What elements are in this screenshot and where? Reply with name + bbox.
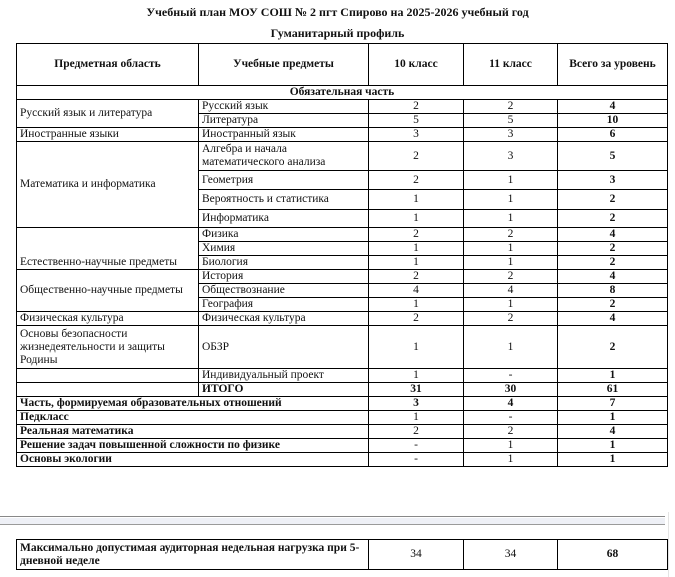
subject-cell: История <box>199 270 369 284</box>
subject-cell: Информатика <box>199 210 369 228</box>
grade-11-cell: 2 <box>464 425 558 439</box>
total-cell: 1 <box>558 411 668 425</box>
grade-11-cell: - <box>464 369 558 383</box>
page-separator-line <box>0 516 665 517</box>
subject-cell: Физика <box>199 228 369 242</box>
total-cell: 2 <box>558 242 668 256</box>
mandatory-part-label: Обязательная часть <box>17 86 668 100</box>
grade-10-cell: 2 <box>369 312 464 326</box>
total-cell: 2 <box>558 326 668 369</box>
header-subjects: Учебные предметы <box>199 44 369 86</box>
grade-11-cell: 1 <box>464 439 558 453</box>
header-total: Всего за уровень <box>558 44 668 86</box>
grade-10-cell: 1 <box>369 256 464 270</box>
elective-row <box>17 425 668 439</box>
grade-10-cell: 5 <box>369 114 464 128</box>
total-cell: 4 <box>558 228 668 242</box>
itogo-label: ИТОГО <box>199 383 369 397</box>
total-cell: 5 <box>558 142 668 171</box>
header-area: Предметная область <box>17 44 199 86</box>
table-row <box>17 270 668 284</box>
grade-10-cell: - <box>369 453 464 467</box>
table-row <box>17 326 668 369</box>
subject-cell: Литература <box>199 114 369 128</box>
curriculum-table <box>16 43 668 467</box>
grade-11-cell: - <box>464 411 558 425</box>
area-cell: Русский язык и литература <box>17 100 199 128</box>
grade-11-cell: 1 <box>464 210 558 228</box>
grade-10-cell: 2 <box>369 142 464 171</box>
itogo-row <box>17 383 668 397</box>
header-grade-10: 10 класс <box>369 44 464 86</box>
grade-10-cell: 3 <box>369 397 464 411</box>
grade-11-cell: 3 <box>464 128 558 142</box>
grade-10-cell: 1 <box>369 369 464 383</box>
grade-10-cell: 4 <box>369 284 464 298</box>
subject-cell: Химия <box>199 242 369 256</box>
elective-row <box>17 411 668 425</box>
area-cell: Иностранные языки <box>17 128 199 142</box>
grade-11-cell: 1 <box>464 242 558 256</box>
total-cell: 2 <box>558 256 668 270</box>
formed-part-row <box>17 397 668 411</box>
grade-11-cell: 1 <box>464 298 558 312</box>
subject-cell: Геометрия <box>199 171 369 190</box>
empty-area-cell <box>17 383 199 397</box>
scrollbar-edge[interactable] <box>668 512 675 577</box>
total-cell: 68 <box>558 540 668 570</box>
elective-row <box>17 453 668 467</box>
subject-cell: Алгебра и начала математического анализа <box>199 142 369 171</box>
grade-10-cell: 2 <box>369 228 464 242</box>
area-cell: Физическая культура <box>17 312 199 326</box>
elective-label: Реальная математика <box>17 425 369 439</box>
grade-10-cell: 1 <box>369 210 464 228</box>
grade-11-cell: 2 <box>464 312 558 326</box>
elective-label: Педкласс <box>17 411 369 425</box>
document-title: Учебный план МОУ СОШ № 2 пгт Спирово на 2025-2026 учебный год <box>146 5 529 19</box>
total-cell: 4 <box>558 312 668 326</box>
subject-cell: Обществознание <box>199 284 369 298</box>
subject-cell: Русский язык <box>199 100 369 114</box>
total-cell: 4 <box>558 100 668 114</box>
header-grade-11: 11 класс <box>464 44 558 86</box>
empty-area-cell <box>17 369 199 383</box>
max-load-row <box>17 540 668 570</box>
grade-10-cell: 1 <box>369 242 464 256</box>
table-row <box>17 228 668 242</box>
grade-11-cell: 2 <box>464 100 558 114</box>
grade-11-cell: 34 <box>464 540 558 570</box>
max-load-table <box>16 539 668 570</box>
section-row <box>17 86 668 100</box>
total-cell: 2 <box>558 210 668 228</box>
table-row <box>17 100 668 114</box>
grade-10-cell: 1 <box>369 411 464 425</box>
subject-cell: Физическая культура <box>199 312 369 326</box>
grade-11-cell: 3 <box>464 142 558 171</box>
table-row <box>17 369 668 383</box>
grade-11-cell: 1 <box>464 190 558 210</box>
grade-11-cell: 4 <box>464 397 558 411</box>
grade-11-cell: 4 <box>464 284 558 298</box>
area-cell: Естественно-научные предметы <box>17 228 199 270</box>
total-cell: 1 <box>558 453 668 467</box>
subject-cell: Биология <box>199 256 369 270</box>
grade-10-cell: 2 <box>369 270 464 284</box>
max-load-label: Максимально допустимая аудиторная недельная нагрузка при 5- дневной неделе <box>17 540 369 570</box>
grade-11-cell: 1 <box>464 256 558 270</box>
grade-10-cell: 31 <box>369 383 464 397</box>
formed-part-label: Часть, формируемая образовательных отношений <box>17 397 369 411</box>
grade-11-cell: 2 <box>464 270 558 284</box>
area-cell: Общественно-научные предметы <box>17 270 199 312</box>
grade-11-cell: 1 <box>464 171 558 190</box>
total-cell: 1 <box>558 369 668 383</box>
grade-10-cell: - <box>369 439 464 453</box>
subject-cell: ОБЗР <box>199 326 369 369</box>
table-row <box>17 128 668 142</box>
document-subtitle: Гуманитарный профиль <box>270 26 405 40</box>
grade-11-cell: 1 <box>464 326 558 369</box>
elective-label: Основы экологии <box>17 453 369 467</box>
total-cell: 7 <box>558 397 668 411</box>
total-cell: 4 <box>558 270 668 284</box>
area-cell: Основы безопасности жизнедеятельности и защиты Родины <box>17 326 199 369</box>
page-break-band <box>0 518 665 525</box>
grade-10-cell: 1 <box>369 298 464 312</box>
table-row <box>17 142 668 171</box>
grade-10-cell: 2 <box>369 100 464 114</box>
grade-10-cell: 3 <box>369 128 464 142</box>
grade-11-cell: 2 <box>464 228 558 242</box>
total-cell: 4 <box>558 425 668 439</box>
grade-10-cell: 2 <box>369 171 464 190</box>
grade-11-cell: 1 <box>464 453 558 467</box>
grade-11-cell: 30 <box>464 383 558 397</box>
total-cell: 61 <box>558 383 668 397</box>
subject-cell: Индивидуальный проект <box>199 369 369 383</box>
subject-cell: География <box>199 298 369 312</box>
grade-10-cell: 2 <box>369 425 464 439</box>
grade-11-cell: 5 <box>464 114 558 128</box>
table-row <box>17 312 668 326</box>
total-cell: 6 <box>558 128 668 142</box>
elective-row <box>17 439 668 453</box>
elective-label: Решение задач повышенной сложности по физике <box>17 439 369 453</box>
total-cell: 8 <box>558 284 668 298</box>
grade-10-cell: 1 <box>369 190 464 210</box>
subject-cell: Вероятность и статистика <box>199 190 369 210</box>
grade-10-cell: 1 <box>369 326 464 369</box>
subject-cell: Иностранный язык <box>199 128 369 142</box>
total-cell: 3 <box>558 171 668 190</box>
total-cell: 1 <box>558 439 668 453</box>
total-cell: 2 <box>558 190 668 210</box>
header-row <box>17 44 668 86</box>
total-cell: 10 <box>558 114 668 128</box>
grade-10-cell: 34 <box>369 540 464 570</box>
area-cell: Математика и информатика <box>17 142 199 228</box>
total-cell: 2 <box>558 298 668 312</box>
